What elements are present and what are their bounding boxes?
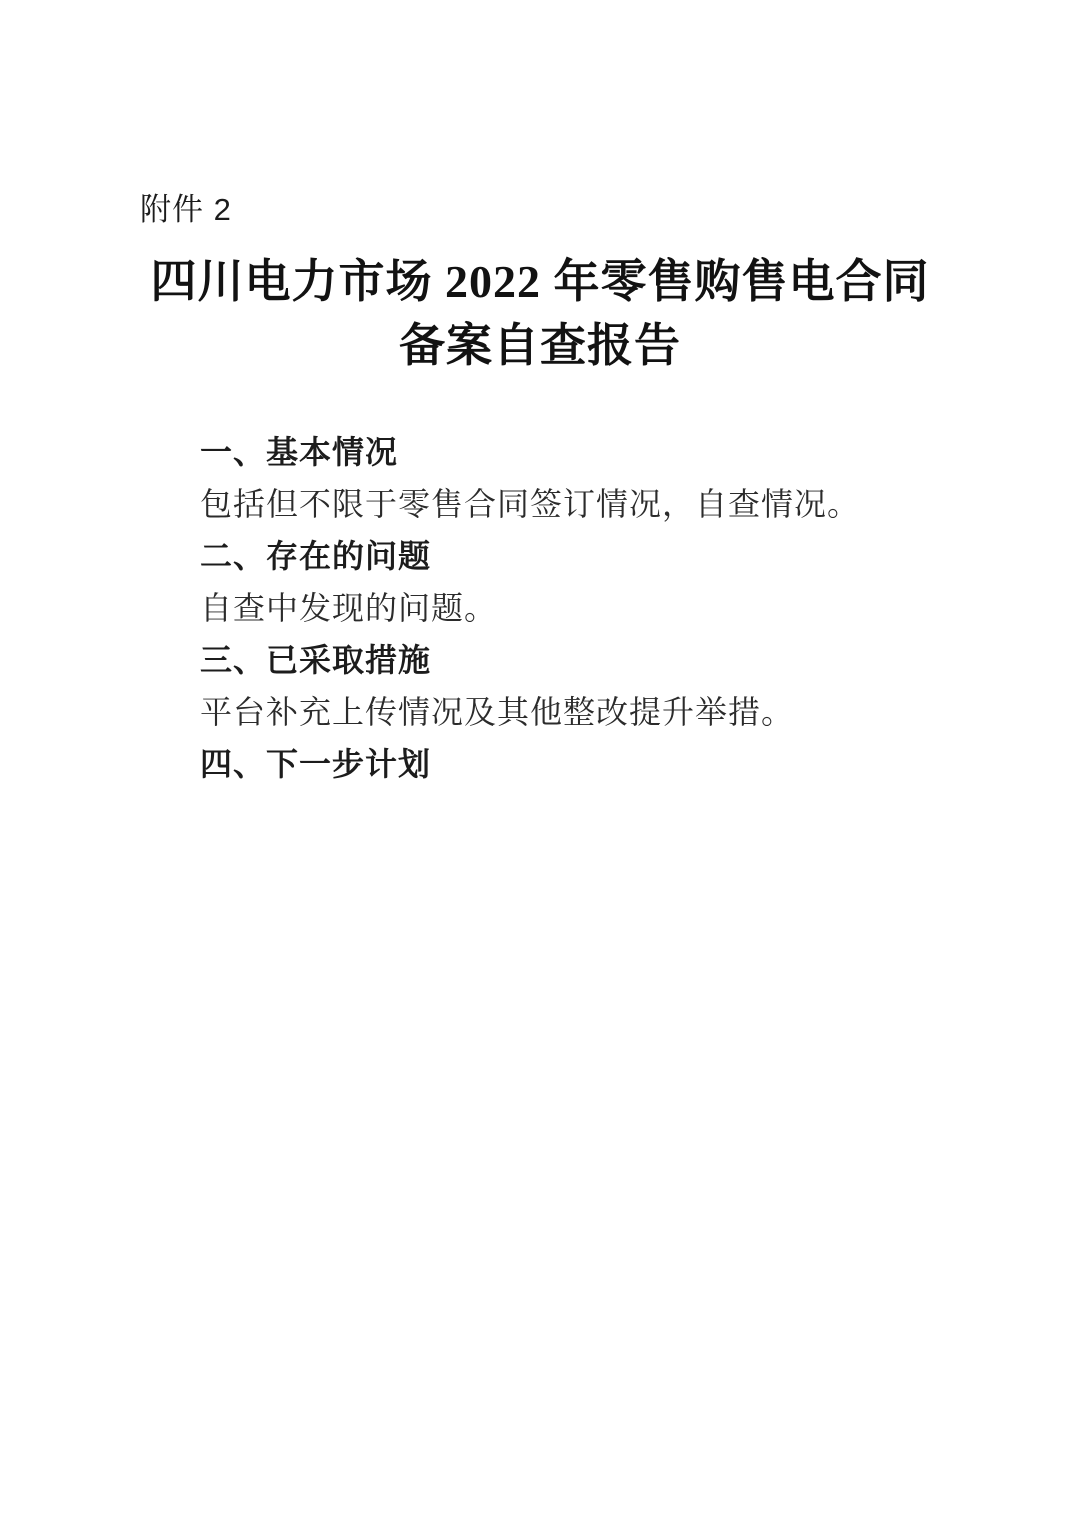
section-body: 包括但不限于零售合同签订情况，自查情况。 <box>200 486 861 522</box>
document-title <box>140 250 940 378</box>
section-heading: 三、已采取措施 <box>200 642 432 678</box>
section-measures-taken <box>200 634 940 738</box>
document-title-line2: 备案自查报告 <box>399 320 681 371</box>
section-heading: 二、存在的问题 <box>200 538 432 574</box>
attachment-label: 附件 2 <box>140 192 232 227</box>
document-sections <box>140 426 940 790</box>
section-next-steps <box>200 738 940 790</box>
section-existing-problems <box>200 530 940 634</box>
section-basic-situation <box>200 426 940 530</box>
section-body: 自查中发现的问题。 <box>200 590 498 626</box>
section-body: 平台补充上传情况及其他整改提升举措。 <box>200 694 795 730</box>
document-title-line1: 四川电力市场 2022 年零售购售电合同 <box>150 256 930 307</box>
section-heading: 一、基本情况 <box>200 434 399 470</box>
section-heading: 四、下一步计划 <box>200 746 432 782</box>
